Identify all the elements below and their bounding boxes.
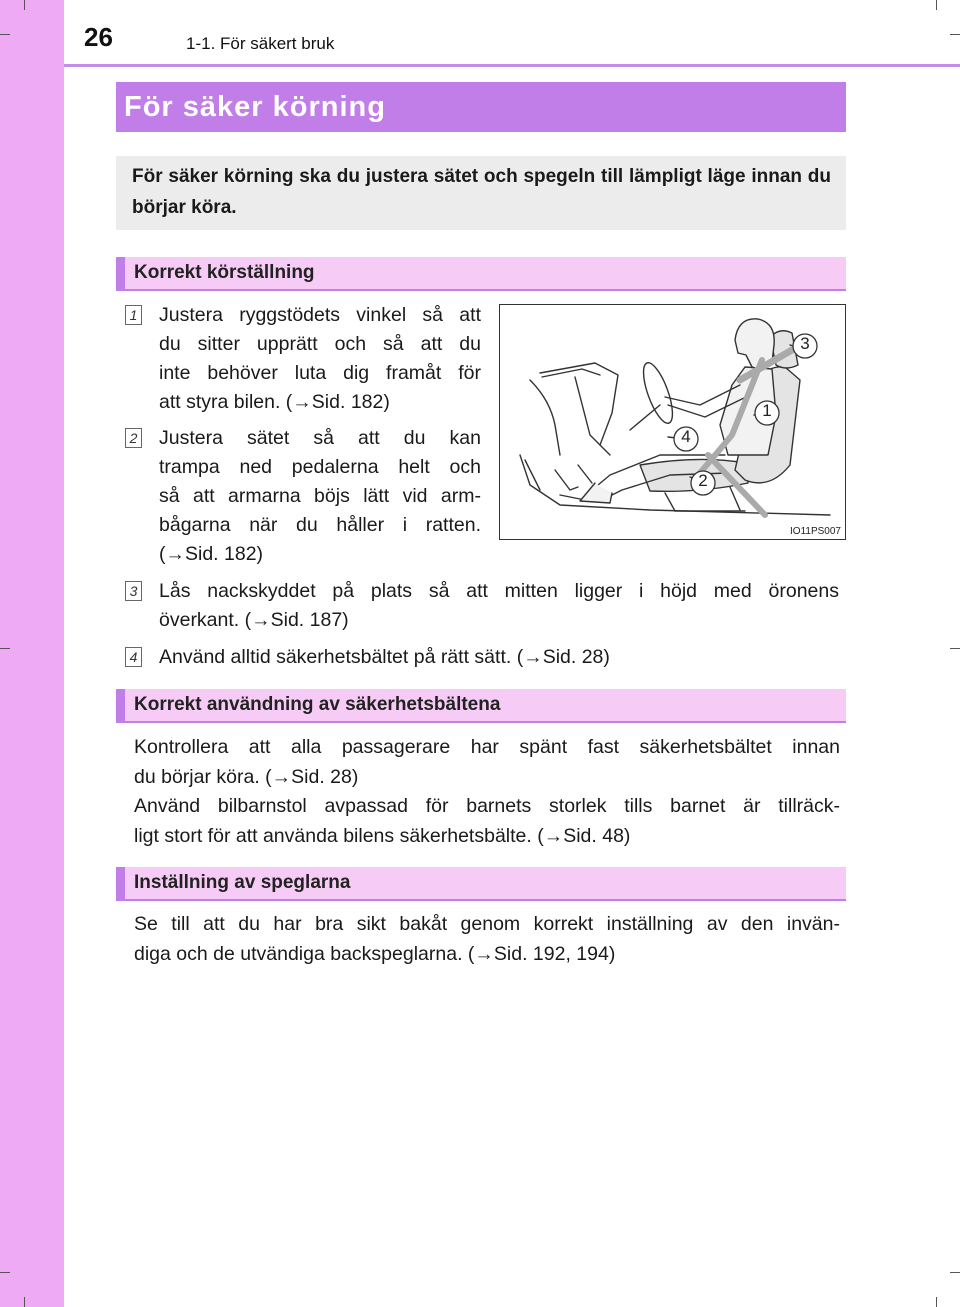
header-divider xyxy=(64,64,960,67)
text-line: bågarna när du håller i ratten. xyxy=(159,514,481,536)
text-line: Lås nackskyddet på plats så att mitten ligger i höjd med öronens xyxy=(159,580,839,602)
text-line: Justera ryggstödets vinkel så att xyxy=(159,304,481,326)
page-side-band xyxy=(0,0,64,1307)
item-number: 4 xyxy=(125,647,142,667)
crop-mark xyxy=(936,1297,937,1307)
text-line: så att armarna böjs lätt vid arm- xyxy=(159,485,481,507)
text-line: Använd bilbarnstol avpassad för barnets storlek tills barnet är tillräck- xyxy=(134,795,840,817)
text-line: diga och de utvändiga backspeglarna. (→Sid. 192, 194) xyxy=(134,942,616,965)
callout-label: 1 xyxy=(762,401,772,420)
crop-mark xyxy=(950,34,960,35)
breadcrumb: 1-1. För säkert bruk xyxy=(186,34,335,53)
text-line: inte behöver luta dig framåt för xyxy=(159,362,481,384)
page-title-bar xyxy=(116,82,846,132)
text-line: överkant. (→Sid. 187) xyxy=(159,609,349,631)
text-line: Se till att du har bra sikt bakåt genom korrekt inställning av den invän- xyxy=(134,913,840,935)
text-line: du börjar köra. (→Sid. 28) xyxy=(134,765,359,788)
crop-mark xyxy=(0,34,10,35)
crop-mark xyxy=(950,648,960,649)
item-text xyxy=(159,643,839,672)
item-text xyxy=(159,301,481,417)
text-line: ligt stort för att använda bilens säkerhetsbälte. (→Sid. 48) xyxy=(134,824,631,847)
page-title: För säker körning xyxy=(124,90,386,123)
text-line: Använd alltid säkerhetsbältet på rätt sätt. (→Sid. 28) xyxy=(159,646,610,668)
section-heading-seating: Korrekt körställning xyxy=(116,257,846,291)
callout-label: 3 xyxy=(800,334,810,353)
text-line: att styra bilen. (→Sid. 182) xyxy=(159,391,390,413)
text-line: du sitter upprätt och så att du xyxy=(159,333,481,355)
paragraph-seatbelts xyxy=(134,733,840,851)
crop-mark xyxy=(0,1272,10,1273)
seating-position-figure xyxy=(499,304,846,540)
item-text xyxy=(159,424,481,569)
callout-label: 2 xyxy=(698,471,708,490)
text-line: (→Sid. 182) xyxy=(159,543,264,565)
callout-label: 4 xyxy=(681,427,691,446)
driver-illustration xyxy=(500,305,845,539)
text-line: trampa ned pedalerna helt och xyxy=(159,456,481,478)
item-number: 1 xyxy=(125,305,142,325)
section-heading-mirrors: Inställning av speglarna xyxy=(116,867,846,901)
paragraph-mirrors xyxy=(134,910,840,969)
figure-code: IO11PS007 xyxy=(790,526,841,537)
item-number: 2 xyxy=(125,428,142,448)
crop-mark xyxy=(936,0,937,10)
item-text xyxy=(159,577,839,635)
item-number: 3 xyxy=(125,581,142,601)
crop-mark xyxy=(950,1272,960,1273)
crop-mark xyxy=(0,648,10,649)
crop-mark xyxy=(24,1297,25,1307)
text-line: Kontrollera att alla passagerare har spänt fast säkerhetsbältet innan xyxy=(134,736,840,758)
page-number: 26 xyxy=(84,22,113,52)
intro-box: För säker körning ska du justera sätet och spegeln till lämpligt läge innan du börjar köra. xyxy=(116,156,846,230)
section-heading-seatbelts: Korrekt användning av säkerhetsbältena xyxy=(116,689,846,723)
crop-mark xyxy=(24,0,25,10)
text-line: Justera sätet så att du kan xyxy=(159,427,481,449)
